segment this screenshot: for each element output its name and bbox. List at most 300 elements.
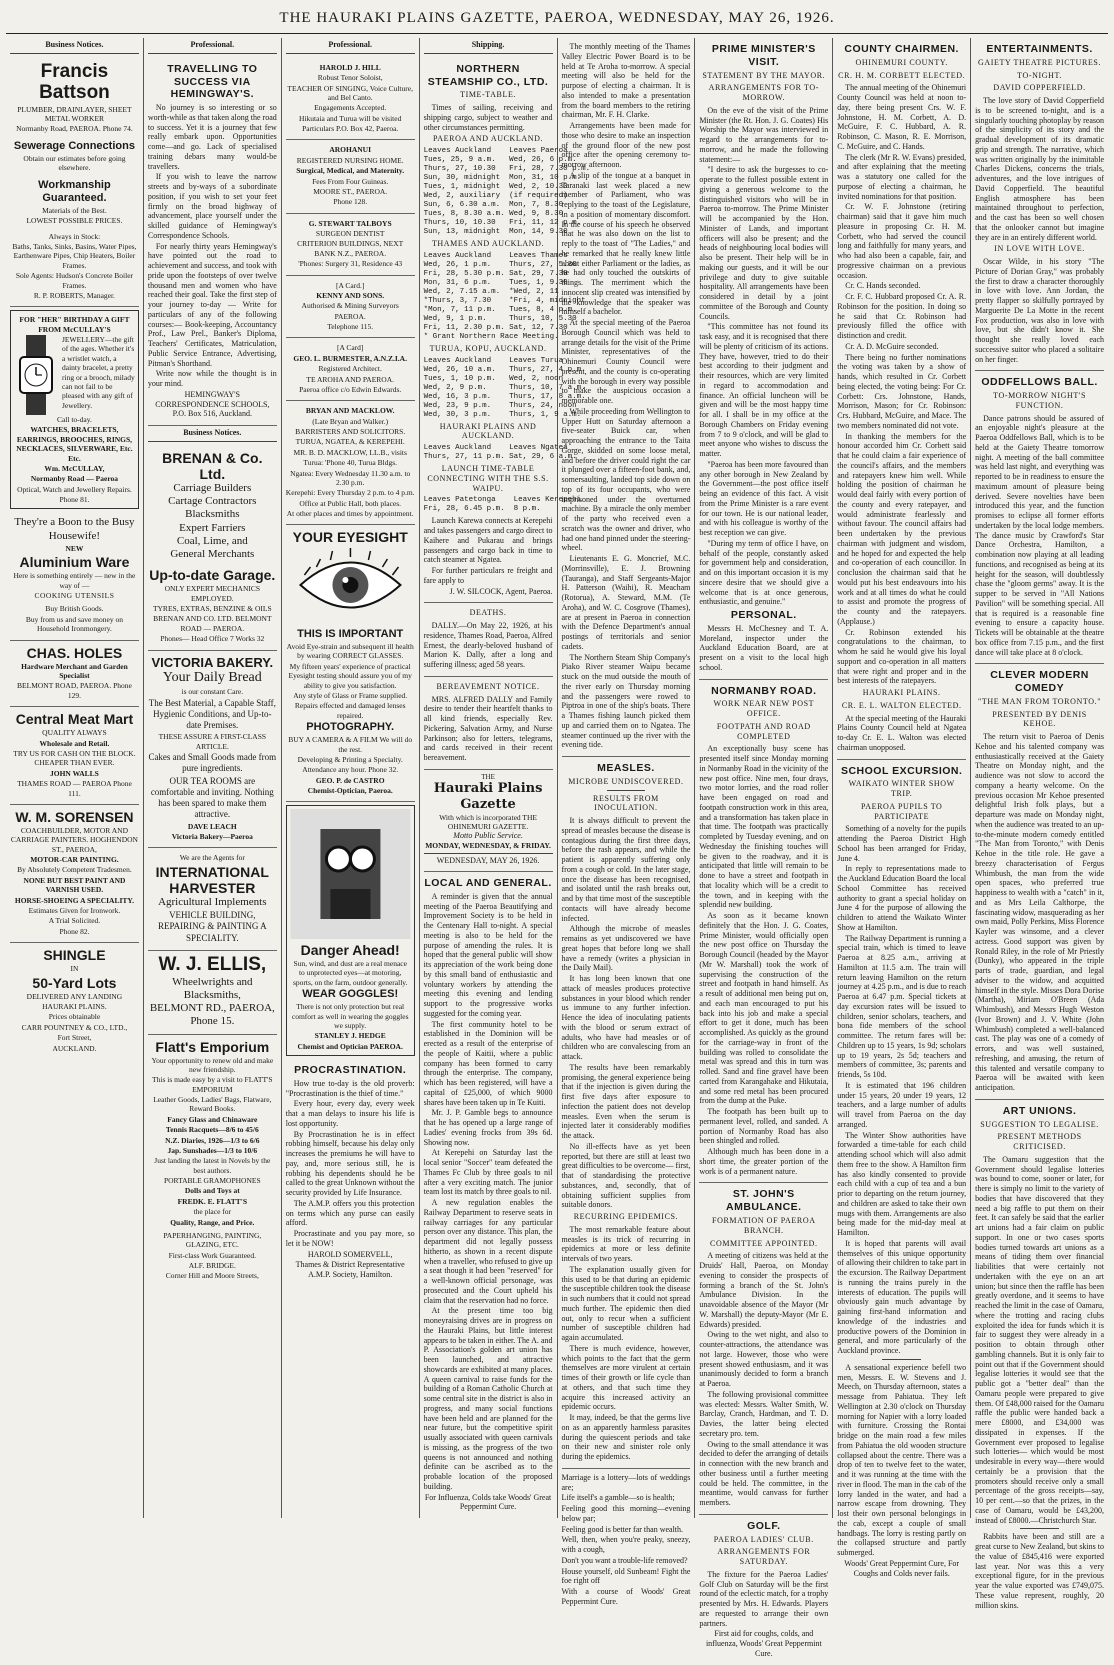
divider	[607, 790, 646, 791]
article-paragraph: The Winter Show authorities have forwarded a time-table for each child attending school which will also admit them free to the show. A Hamilton firm has also kindly consented to provide each child with a cup of tea and a bun prior to departing on the return journey, and children are asked to take their own mugs with them. Arrangements are also being made for the mid-day meal at Hamilton.	[837, 1130, 967, 1238]
gazette-the: THE	[481, 772, 495, 781]
ad-text: By Procrastination he is in effect robbing himself, because his delay only increases the premiums he will have to pay, and, more serious still, he is robbing his dependents should he be called to the great Unknown without the security provided by Life Insurance.	[285, 1129, 415, 1198]
article-paragraph: As soon as it became known definitely that the Hon. J. G. Coates, Prime Minister, would officially open the new post office on Thursday the Borough Council (headed by the Mayor (Mr W. Marshall) took the work of supervising the construction of the street and footpath in hand himself. As a result of additional men being put on, and each man encouraged to put his back into his job and make a special effort to get it done, much has been accomplished. As quickly as the ground for the carriage-way in front of the building was rolled to consolidate the metal was spread and this in turn was rolled. Sand and fine gravel have been carted from Karangahake and Hikutaia, and some red metal has been procured from the dump at the Puke.	[699, 911, 829, 1106]
ad-text: Office at Public Hall, both places.	[299, 498, 402, 508]
ad-text: [A Card]	[336, 343, 364, 353]
column-6	[695, 38, 833, 1658]
ad-text: Jap. Sunshades—1/3 to 10/6	[167, 1145, 258, 1155]
ad-subtitle: BELMONT RD., PAEROA,	[149, 1002, 275, 1015]
ad-text: Quality, Range, and Price.	[170, 1217, 255, 1227]
ad-text: Fees From Four Guineas.	[312, 176, 389, 186]
section-text: MRS. ALFRED DALLY and Family desire to tender their heartfelt thanks to all kind friends, especially Rev. Pickering, Salvation Army, and Nurse Parkinson; also for letters, telegrams, and cards received in their recent bereavement.	[423, 694, 553, 763]
ad-text: 'Phones: Surgery 31, Residence 43	[298, 259, 403, 269]
article-subtitle: OHINEMURI COUNTY.	[855, 57, 948, 67]
timetable: Leaves Auckland Leaves Thames Wed, 26, 1 p.m. Thurs, 27, 5.30 Fri, 28, 5.30 p.m. Sat, 29, 7.30 Mon, 31, 6 p.m. Tues, 1, 9.30 Wed, 2, 7.15 a.m. *Wed, 2, 11 *Thurs, 3, 7.30 *Fri, 4, midnight *Mon, 7, 11 p.m. Tues, 8, 4 p.m. Wed, 9, 1 p.m. Thurs, 10, 5.30 Fri, 11, 2.30 p.m. Sat, 12, 7.30 * Grant Northern Race Meeting.	[423, 251, 586, 341]
ad-text: AUCKLAND.	[52, 1043, 97, 1053]
ad-text: is our constant Care.	[181, 687, 244, 697]
ad-line: Cartage Contractors	[168, 495, 257, 508]
article-st-johns	[699, 1183, 828, 1514]
article-title: ODDFELLOWS BALL.	[981, 376, 1098, 389]
article-subtitle: FORMATION OF PAEROA BRANCH.	[712, 1216, 816, 1235]
article-subtitle: DAVID COPPERFIELD.	[993, 83, 1086, 93]
article-subtitle: PRESENT METHODS CRITICISED.	[997, 1132, 1082, 1152]
ad-text: PLUMBER, DRAINLAYER, SHEET METAL WORKER	[17, 104, 132, 123]
ad-text: the place for	[193, 1207, 232, 1217]
ad-title: GEO. L. BURMESTER, A.N.Z.I.A.	[293, 353, 407, 363]
ad-title: SHINGLE	[43, 947, 106, 964]
section-text: Times of sailing, receiving and shipping cargo, subject to weather and other circumstances permitting.	[423, 103, 553, 132]
section-subtitle: TIME-TABLE.	[460, 90, 517, 100]
ad-line: Coal, Lime, and	[176, 534, 248, 547]
ad-subtitle: Sewerage Connections	[13, 139, 135, 152]
ad-text: Here is something entirely — new in the way of —	[13, 571, 136, 590]
article-paragraph: The Oamaru suggestion that the Government should legalise lotteries was bound to come, sooner or later, for there is simply no limit to the variety of bodies that have discovered that they need a big raffle to put them on their feet. It can safely be said that the earlier art unions had a fair claim on public support. In one or two cases sports bodies turned towards art unions as a means of tiding them over financial liabilities that were certainly not undertaken with the eye on an art union; but since then the raffle has been greatly overdone, and it seems to have reached the limit in the case of Oamaru, where the trotting and racing clubs exploited the idea for funds which it is fair to suggest they were already in a position to obtain through other gambling channels. But it is only fair to point out that if the Government should legalise lotteries it would see that the public got a "better deal" than the Oamaru people were prepared to give them. Of £48,000 raised for the Oamaru raffle the public were handed back a mere £8000, and £34,000 was dissipated in expenses. If the Government ever proposed to legalise such lotteries— which would be most undesirable in every way—there would certainly be a provision that the promoters should receive only a small percentage of the gross receipts—say, 10 per cent.—so that the prizes, in the case of Oamaru, would be £43,200, instead of £8000.—Christchurch Star.	[975, 1154, 1104, 1525]
article-title: MEASLES.	[597, 762, 655, 774]
article-county-chairmen	[837, 38, 966, 760]
timetable: Leaves Auckland Leaves Paeroa Tues, 25, 9 a.m. Wed, 26, 6 p.m. Thurs, 27, 10.30 Fri, 28, 7.30 p.m. Sun, 30, midnight Mon, 31, 10 p.m. Tues, 1, midnight Wed, 2, 10.30 Wed, 2, auxiliary (if required) Sun, 6, 6.30 a.m. Mon, 7, 8.30 Tues, 8, 8.30 a.m. Wed, 9, 8.30 Thurs, 10, 10.30 Fri, 11, 12 p.m. Sun, 13, midnight Mon, 14, 9.30	[423, 147, 591, 237]
article-local-continued	[562, 38, 691, 757]
ad-text: ONLY EXPERT MECHANICS EMPLOYED.	[164, 584, 261, 603]
ad-title: PROCRASTINATION.	[294, 1064, 407, 1077]
column-5	[558, 38, 696, 1606]
ad-text: Surgical, Medical, and Maternity.	[296, 166, 405, 176]
article-art-unions	[975, 1100, 1104, 1617]
route-title: TURUA, KOPU, AUCKLAND.	[429, 343, 547, 353]
ad-text: PAPERHANGING, PAINTING, GLAZING, ETC.	[163, 1230, 262, 1250]
ad-text: N.Z. Diaries, 1926—1/3 to 6/6	[165, 1135, 260, 1145]
article-paragraph: For Influenza, Colds take Woods' Great Peppermint Cure.	[424, 1492, 552, 1512]
ad-text: For nearly thirty years Hemingway's have pointed out the road to achievement and success, and took with pride upon the footsteps of over twelve thousand men and women who have reached their goal. Take the first step of your journey to-day — Write for particulars of any of the following courses:— Book-keeping, Accountancy Prof., Law Prel., Banker's Diploma, Teachers' Certificates, Matriculation, Public Service Entrance, Advertising, Pitman's Shorthand.	[147, 241, 277, 368]
ad-text: GEO. P. de CASTRO	[315, 775, 385, 785]
ad-text: The Best Material, a Capable Staff, Hygienic Conditions, and Up-to-date Premises.	[148, 697, 276, 731]
column-4	[420, 38, 591, 1518]
article-title: ART UNIONS.	[1002, 1104, 1077, 1117]
article-golf	[699, 1515, 828, 1665]
ad-hill	[286, 58, 415, 141]
ad-text: Estimates Given for Ironwork.	[28, 905, 121, 915]
article-paragraph: Cr. Robinson extended his congratulations to the chairman, to whom he said he would give his loyal support and co-operation in all matters that were right and proper and in the best interests of the ratepayers.	[837, 627, 967, 686]
ad-text: Normanby Road — Paeroa	[30, 474, 119, 484]
article-title: NORMANBY ROAD.	[711, 684, 817, 697]
ad-text: The A.M.P. offers you this protection on terms which any purse can easily afford.	[285, 1198, 415, 1228]
ad-text: HEMINGWAY'S CORRESPONDENCE SCHOOLS, P.O. Box 516, Auckland.	[155, 389, 270, 419]
article-paragraph: The following provisional committee was elected: Messrs. Walter Smith, W. Barclay, Cranch, Hardman, and T. D. Davies, the latter being elected secretary pro. tem.	[699, 1389, 829, 1438]
ad-text: PAEROA.	[334, 311, 366, 321]
ad-text: Wholesale and Retail.	[39, 738, 110, 748]
ad-meat-mart	[10, 707, 139, 805]
ad-text: TURUA, NGATEA, & KEREPEHI.	[295, 437, 405, 447]
column-head: Professional.	[148, 38, 277, 54]
article-paragraph: Although the microbe of measles remains as yet undiscovered we have great hopes that before long we shall have a remedy (writes a physician in the Daily Mail).	[561, 924, 691, 973]
ad-text: TRY US FOR CASH ON THE BLOCK. CHEAPER THAN EVER.	[13, 749, 136, 768]
ad-text: NONE BUT BEST PAINT AND VARNISH USED.	[23, 875, 126, 895]
article-subtitle: PAEROA LADIES' CLUB.	[713, 1534, 814, 1544]
poem-line: House yourself, old Sunbeam! Fight the foe right off	[561, 1566, 691, 1586]
ad-title: W. J. ELLIS,	[158, 953, 267, 975]
article-paragraph: Messrs H. McChesney and T. A. Moreland, inspector under the Auckland Education Board, are at present on a visit to the local high school.	[699, 623, 829, 672]
article-subtitle: PRESENTED BY DENIS KEHOE.	[992, 709, 1087, 729]
article-paragraph: The most remarkable feature about measles is its trick of recurring in epidemics at more or less definite intervals of two years.	[561, 1224, 691, 1264]
ad-text: MOTOR-CAR PAINTING.	[30, 855, 119, 865]
ad-text: DAVE LEACH	[187, 821, 237, 831]
ad-text: There is not only protection but real comfort as well in wearing the goggles we supply.	[291, 1002, 409, 1030]
column-2	[144, 38, 282, 1518]
ad-text: Kerepehi: Every Thursday 2 p.m. to 4 p.m.	[285, 488, 415, 498]
columns	[6, 38, 1108, 1658]
ad-text: A Trial Solicited.	[48, 916, 101, 926]
ad-text: Obtain our estimates before going elsewhere.	[23, 153, 126, 173]
ad-text: [A Card.]	[336, 280, 365, 290]
ad-talboys	[286, 214, 415, 276]
ad-text: HAROLD SOMERVELL,	[307, 1249, 393, 1259]
route-title: HAURAKI PLAINS AND AUCKLAND.	[439, 421, 537, 441]
ad-text: NEW	[65, 543, 84, 553]
timetable: Leaves Auckland Leaves Ngatea Thurs, 27, 11 p.m. Sat, 29, 6 a.m.	[423, 444, 577, 462]
ad-text: Chemist-Optician, Paeroa.	[307, 786, 393, 796]
ad-subtitle: THIS IS IMPORTANT	[297, 627, 404, 640]
ad-subtitle: WEAR GOGGLES!	[302, 988, 399, 1001]
ad-text: Tennis Racquets—8/6 to 45/6	[165, 1125, 259, 1135]
article-paragraph: It has long been known that one attack of measles produces protective substances in your blood which render us immune to any further infection. Hence the idea of inoculating patients with the blood or serum extract of adults, who have had measles or of children who are convalescing from an attack.	[561, 974, 691, 1062]
ad-text: Optical, Watch and Jewellery Repairs.	[17, 484, 132, 494]
article-paragraph: The love story of David Copperfield is to be screened to-night, and is a singularly touching photoplay by reason of the simplicity of its story and the gradual development of its dramatic grip and strength. The narrative, which was written originally by the inimitable Charles Dickens, concerns the trials, adventures, and the love intrigues of David Copperfield. The beautiful English atmosphere has been maintained throughout to perfection, and the cast has been so well chosen that the onlooker cannot but imagine they are in an entirely different world.	[975, 96, 1104, 242]
article-subtitle: CR. H. M. CORBETT ELECTED.	[838, 70, 966, 80]
article-comedy	[975, 664, 1104, 1100]
ad-title: INTERNATIONAL HARVESTER	[155, 863, 269, 896]
ad-aluminium	[10, 512, 139, 640]
article-paragraph: At the special meeting of the Paeroa Borough Council which was held to arrange details for the visit of the Prime Minister, representatives of the Ohinemuri County Council were present, and the county is co-operating with the borough in every way possible to make the auspicious occasion a memorable one.	[561, 318, 691, 405]
article-paragraph: At Kerepehi on Saturday last the local senior "Soccer" team defeated the Thames Fc Club by three goals to nil after a very exciting match. The junior team lost its match by three goals to nil.	[423, 1148, 553, 1197]
article-subtitle: RESULTS FROM INOCULATION.	[593, 793, 659, 813]
article-paragraph: The return visit to Paeroa of Denis Kehoe and his talented company was enthusiastically received at the Gaiety Theatre on Monday night, and the audience was not slow to accord the company a hearty welcome. On the previous occasion Mr Kehoe presented delightful Irish folk plays, but a departure was made on Monday night, when the audience was treated to an up-to-the-minute modern comedy entitled "The Man from Toronto," with Denis Kehoe in the title role. He gave a breezy characterisation of Fergus Whimbush, the man from the wide open spaces, who preferred true happiness to wealth with a "catch" in it, and as Mrs Leila Calthorpe, the fascinating widow, masquerading as her own maid, Polly Perkins, Miss Florence Kayler was winsome, and a clever actress. Good support was given by Ronald Riley, in the role of Mr Priestly (Dunky), who appeared in the triple parts of trade, guardian, and legal adviser to the widow, and acquitted himself in the style. Misses Dora Dorise (Martha), Miriam O'Breen (Ada Whimbush), and Messrs Hugh Weston (Ivor Brown) and J. V. White (John Whimbush) completed a well-balanced cast. The play was one of a comedy of errors, and was well sustained, refreshing, and amusing, the return of this talented and versatile company to Paeroa will be awaited with keen anticipation.	[975, 732, 1104, 1093]
ad-line: General Merchants	[170, 548, 255, 561]
deaths-notice	[424, 603, 553, 677]
section-text: DALLY.—On May 22, 1926, at his residence, Thames Road, Paeroa, Alfred Ernest, the dearly-beloved husband of Marion K. Dally, after a long and suffering illness; aged 58 years.	[423, 621, 553, 670]
ad-text: CARR POUNTNEY & CO., LTD.,	[21, 1022, 128, 1032]
ad-text: Phones— Head Office 7 Works 32	[160, 634, 265, 644]
section-text: For further particulars re freight and fare apply to	[423, 566, 553, 585]
ad-text: Telephone 115.	[327, 322, 374, 331]
ad-text: BUY A CAMERA & A FILM We will do the rest.	[288, 735, 413, 754]
ad-text: ALF. BRIDGE.	[188, 1261, 236, 1271]
ad-text: Avoid Eye-strain and subsequent ill health by wearing CORRECT GLASSES.	[286, 642, 414, 661]
ad-title: 50-Yard Lots	[32, 974, 117, 991]
article-paragraph: A sensational experience befell two men, Messrs. E. W. Stevens and J. Meech, on Thursday afternoon, states a message from Pahiatua. They left Wellington at 2.30 o'clock on Thursday morning for Napier with a lorry loaded with furniture. Crossing the Rontai bridge on the main road a few miles from Pahiatua the old wooden structure collapsed about the centre. There was a drop of ten to twelve feet to the water, and it was running at the time with the river in flood. The man in the cab of the lorry landed in the water, and had a narrow escape from drowning. They lost their own personal belongings in the cab, except a couple of small handbags. The lorry is resting partly on the collapsed structure and partly submerged.	[837, 1362, 967, 1558]
ad-title: HAROLD J. HILL	[319, 62, 381, 72]
article-paragraph: It is always difficult to prevent the spread of measles because the disease is contagious during the first three days, before the rash appears, and while the patient is apparently suffering only from a cough or cold. In the later stage, once the disease has been recognised, and isolated until the rash breaks out, and by that time most of the susceptible contacts will have already become infected.	[561, 816, 691, 923]
column-3	[282, 38, 420, 1518]
article-paragraph: Although much has been done in a short time, the greater portion of the work is of a permanent nature.	[699, 1147, 829, 1176]
article-subtitle: FOOTPATH AND ROAD COMPLETED	[716, 721, 811, 741]
ad-text: Repairs effected and damaged lenses repaired.	[294, 701, 406, 720]
ad-text: TYRES, EXTRAS, BENZINE & OILS	[152, 604, 272, 614]
ad-text: HAURAKI PLAINS.	[42, 1002, 107, 1012]
article-subtitle: ARRANGEMENTS FOR TO-MORROW.	[708, 83, 819, 103]
ad-text: Procrastinate and you pay more, so let it be NOW!	[285, 1229, 415, 1248]
ad-text: WATCHES, BRACELETS, EARRINGS, BROOCHES, RINGS, NECKLACES, SILVERWARE, Etc. Etc.	[16, 425, 133, 463]
article-subtitle: STATEMENT BY THE MAYOR.	[702, 70, 826, 80]
article-paragraph: The results have been remarkably promising, the general experience being that if the injection is given during the first five days after exposure to infection the patient does not develop measles. Even when the serum is injected later it considerably modifies the attack.	[561, 1062, 691, 1141]
article-oddfellows	[975, 371, 1104, 664]
ad-text: Chemist and Optician PAEROA.	[297, 1041, 403, 1051]
article-paragraph: Lieutenants E. G. Moncrief, M.C. (Morrinsville), E. J. Browning (Tauranga), and Staff Sergeants-Major H. Patterson (Waihi), R. Meacham (Rotorua), A. Steward, M.M. (Te Aroha), and W. C. Cosgrove (Thames), are at present in Paeroa in connection with the Defence Department's annual postings of territorials and senior cadets.	[561, 554, 691, 651]
ad-title: BRYAN AND MACKLOW.	[305, 406, 395, 416]
ad-text: HORSE-SHOEING A SPECIALITY.	[14, 895, 134, 905]
ad-text: Phone 81.	[59, 495, 90, 505]
article-paragraph: In reply to representations made to the Auckland Education Board the local School Committee has received authority to grant a special holiday on June 4 for the purpose of allowing the children to attend the Waikato Winter Show at Hamilton.	[837, 864, 967, 932]
ad-text: First-class Work Guaranteed.	[168, 1250, 256, 1260]
article-title: ST. JOHN'S AMBULANCE.	[726, 1188, 802, 1214]
article-paragraph: A reminder is given that the annual meeting of the Paeroa Beautifying and Improvement Society is to be held in the Centenary Hall to-night. A special meeting is also to be held for the purpose of amending the rules. It is hoped that the general public will show its appreciation of the work being done by this small band of enthusiastic and voluntary workers by attending the meeting this evening and lending support to the progressive works suggested for the coming year.	[423, 891, 553, 1018]
ad-title: YOUR EYESIGHT	[292, 529, 408, 546]
gazette-date: WEDNESDAY, MAY 26, 1926.	[424, 853, 553, 866]
ad-text: JOHN WALLS	[50, 768, 99, 778]
ad-text: Hardware Merchant and Garden Specialist	[21, 661, 128, 681]
column-head: Business Notices.	[148, 426, 277, 442]
ad-text: BELMONT ROAD, PAEROA. Phone 129.	[17, 681, 132, 700]
ad-text: Prices obtainable	[48, 1012, 101, 1022]
article-title: LOCAL AND GENERAL.	[424, 877, 552, 890]
divider	[882, 1359, 921, 1360]
ad-text: (Late Bryan and Walker.)	[312, 416, 389, 426]
article-paragraph: Mr. J. P. Gamble begs to announce that he has opened up a large range of Ladies' evening frocks from 39s 6d. Showing now.	[423, 1108, 553, 1147]
ad-text: OUR TEA ROOMS are comfortable and inviting. Nothing has been spared to make them attractive.	[150, 775, 274, 820]
ad-text: Fancy Glass and Chinaware	[167, 1114, 258, 1124]
ad-bryan-macklow	[286, 401, 415, 525]
ad-title: Aluminium Ware	[19, 554, 130, 571]
poem-line: Feeling good this morning—evening below par;	[561, 1504, 691, 1523]
ad-text: This is made easy by a visit to FLATT'S EMPORIUM	[152, 1075, 273, 1094]
divider	[1020, 1528, 1059, 1529]
ad-text: Ngatea: Every Wednesday 11.30 a.m. to 2.30 p.m.	[290, 468, 411, 487]
article-subtitle: PAEROA PUPILS TO PARTICIPATE	[860, 801, 943, 821]
article-paragraph: Woods' Great Peppermint Cure, For Coughs and Colds never fails.	[844, 1558, 960, 1578]
article-paragraph: On the eve of the visit of the Prime Minister (the Rt. Hon. J. G. Coates) His Worship the Mayor was interviewed in regard to the arrangements for to-morrow, and he made the following statement:—	[699, 105, 829, 164]
poem-line: Don't you want a trouble-life removed?	[561, 1555, 688, 1565]
article-paragraph: First aid for coughs, colds, and influenza, Woods' Great Peppermint Cure.	[705, 1629, 822, 1658]
article-subtitle: HAURAKI PLAINS.	[862, 688, 941, 698]
shipping-timetable	[423, 58, 591, 604]
article-paragraph: The first community hotel to be established in the Dominion will be erected as a result of the enterprise of the people of Kaitii, where a public company has been formed to carry through the enterprise. The company, which has been registered, will have a capital of £25,000, of which 9000 shares have been taken up in Te Kuiti.	[423, 1019, 553, 1107]
ad-victoria-bakery	[148, 651, 277, 849]
ad-title: KENNY AND SONS.	[316, 290, 385, 300]
ad-shingle	[10, 943, 139, 1059]
article-paragraph: The explanation usually given for this used to be that during an epidemic the susceptible children took the disease in such numbers that it could not spread much further. The epidemic then died out, only to recur when a sufficient number of susceptible children had again accumulated.	[561, 1264, 691, 1343]
article-paragraph: The fixture for the Paeroa Ladies' Golf Club on Saturday will be the first round of the eclectic match, for a trophy presented by Mrs. H. Edwards. Players are requested to arrange their own partners.	[699, 1569, 829, 1628]
bereavement-notice	[424, 677, 553, 770]
ad-text: Write now while the thought is in your mind.	[147, 369, 277, 389]
ad-text: Wm. McCULLAY,	[44, 463, 105, 473]
ad-flatt	[148, 1035, 277, 1287]
ad-kenny	[286, 276, 415, 339]
gazette-title: Hauraki Plains Gazette	[433, 781, 543, 813]
ad-procrastination	[286, 1059, 415, 1286]
ad-text: We are the Agents for	[179, 853, 245, 863]
ad-text: COACHBUILDER, MOTOR AND CARRIAGE PAINTERS. HOGHENDON ST., PAEROA,	[10, 825, 138, 854]
timetable: Leaves Patetonga Leaves Kerepehi Fri, 28, 6.45 p.m. 8 p.m.	[423, 496, 582, 514]
article-paragraph: Cr. W. F. Johnstone (retiring chairman) said that it gave him much pleasure in proposing Cr. H. M. Corbett, who had served the council long and faithfully for many years, and who had also been a capable, fair, and progressive chairman on a previous occasion.	[837, 202, 967, 280]
goggles-illustration	[290, 809, 411, 939]
article-paragraph: In thanking the members for the honour accorded him Cr. Corbett said that he could claim a fair experience of the council's affairs, and the members and ratepayers knew him well. While holding the position of chairman he would deal fairly with every portion of the county and every ratepayer, and would administrate fearlessly and without favour. The council affairs had been undertaken by the previous chairman with judgment and wisdom, and he hoped for and expected the help and co-operation of each councillor. In conclusion the chairman said that he would put his best endeavours into his work and at all times do what he could to assist and promote the progress of the county and the ratepayers. (Applause.)	[837, 431, 967, 626]
poem-line: Life itself's a gamble—so is health;	[561, 1493, 675, 1503]
ad-text: LOWEST POSSIBLE PRICES.	[26, 216, 123, 226]
article-subtitle: "THE MAN FROM TORONTO."	[978, 696, 1102, 706]
article-paragraph: At the present time too big moneyraising drives are in progress on the Hauraki Plains, but little interest appears to be taken in either. The A. and P. Association's golden art union has been launched, and attractive showcards are exhibited at many places. A queen carnival to raise funds for the building of a Roman Catholic Church at some central site in the district is also in progress, and many social functions have been held and are planned for the near future, but the competitive spirit usually associated with queen carnivals is missing, as the progress of the two queens is not announced and nothing definite can be ascribed as to the probable location of the proposed building.	[423, 1306, 553, 1491]
ad-text: TE AROHA AND PAEROA.	[306, 374, 395, 384]
article-paragraph: A slip of the tongue at a banquet in Taranaki last week placed a new member of Parliament, who was replying to the toast of the Legislature, in a position of momentary discomfort. In the course of his speech he observed that he was also down on the list to reply to the toast of "The Ladies," and he remarked that he really knew little about either Parliament or the ladies, as he had only touched the outskirts of things. The merriment which the innocent slip created was intensified by the knowledge that the speaker was himself a bachelor.	[561, 170, 691, 317]
column-7	[833, 38, 971, 1578]
ad-title: FOR "HER" BIRTHDAY A GIFT FROM McCULLAY'S	[19, 315, 130, 334]
article-paragraph: The clerk (Mr R. W. Evans) presided, and after explaining that the meeting was a statutory one called for the purpose of electing a chairman, he invited nominations for that position.	[837, 152, 967, 201]
article-paragraph: Owing to the wet night, and also to counter-attractions, the attendance was not large. However, those who were present showed enthusiasm, and it was unanimously decided to form a branch at Paeroa.	[699, 1330, 829, 1389]
ad-text: SURGEON DENTIST	[315, 229, 385, 238]
poem-line: Marriage is a lottery—lots of weddings are;	[561, 1472, 691, 1492]
ad-text: BRENAN AND CO. LTD. BELMONT ROAD — PAEROA.	[153, 614, 272, 633]
article-paragraph: Dance patrons should be assured of an enjoyable night's pleasure at the Paeroa Oddfellows Ball, which is to be held at the Gaiety Theatre tomorrow night. A meeting of the ball committee was held last night, and everything was reported to be in readiness to ensure the maximum amount of pleasure being derived. Severe novelties have been introduced this year, and the function promises to eclipse all former efforts undertaken by the local lodge members. The dance music by Crawford's Star Dance Orchestra, Hamilton, a combination now playing at all leading functions, and recognised as being at its height for the season, will doubtlessly chase the "gloom germs" away. It is the supper to be served in "All Nations Pavilion" will be something special. All that is required is a reasonable fine evening to ensure a capacity house. Tickets will be obtainable at the theatre box office from 7.15 p.m., and the first dance will take place at 8 o'clock.	[975, 413, 1104, 657]
article-title: CLEVER MODERN COMEDY	[990, 669, 1089, 695]
gazette-days: MONDAY, WEDNESDAY, & FRIDAY.	[425, 841, 551, 851]
article-paragraph: There being no further nominations the voting was taken by a show of hands, which resulted in Cr. Corbett being elected, the voting being: For Cr. Corbett: Crs. Johnstone, Hands, Morrison, Mason; for Cr. Robinson: Crs. Hubbard, McGuire, and Mace. The two members nominated did not vote.	[837, 352, 967, 430]
ad-text: BARRISTERS AND SOLICITORS.	[295, 427, 406, 436]
article-paragraph: A meeting of citizens was held at the Druids' Hall, Paeroa, on Monday evening to consider the prospects of forming a branch of the St. John's Ambulance Division. In the unavoidable absence of the Mayor (Mr W. Marshall) the deputy-Mayor (Mr E. Edwards) presided.	[699, 1251, 829, 1329]
gazette-sub: With which is incorporated THE OHINEMURI GAZETTE.	[439, 813, 537, 832]
ad-text: Always in Stock:	[48, 231, 101, 241]
article-subtitle: TO-MORROW NIGHT'S FUNCTION.	[993, 391, 1087, 410]
article-paragraph: The footpath has been built up to permanent level, rolled, and sanded. A portion of Normanby Road has also been shingled and rolled.	[699, 1107, 829, 1146]
article-paragraph: Cr. C. Hands seconded.	[845, 281, 921, 291]
article-paragraph: At the special meeting of the Hauraki Plains County Council held at Ngatea to-day Cr. E. L. Walton was elected chairman unopposed.	[837, 713, 967, 752]
article-title: SCHOOL EXCURSION.	[840, 764, 963, 777]
ad-text: Fort Street,	[57, 1033, 92, 1043]
column-head: Professional.	[286, 38, 415, 54]
ad-title: Francis Battson	[39, 60, 110, 103]
ad-text: How true to-day is the old proverb: "Procrastination is the thief of time."	[285, 1078, 415, 1098]
article-subtitle: WAIKATO WINTER SHOW TRIP.	[848, 779, 955, 799]
article-entertainments	[975, 38, 1104, 371]
route-title: THAMES AND AUCKLAND.	[431, 239, 545, 249]
article-title: COUNTY CHAIRMEN.	[844, 43, 959, 55]
gazette-flag	[424, 770, 553, 872]
ad-text: Hikutaia and Turua will be visited	[299, 113, 402, 123]
article-title: ENTERTAINMENTS.	[986, 43, 1093, 55]
ad-text: Attendance any hour. Phone 32.	[302, 765, 399, 775]
ad-arohanui	[286, 140, 415, 213]
ad-text: Materials of the Best.	[42, 205, 107, 215]
ad-text: Leather Goods, Ladies' Bags, Flatware, Reward Books.	[153, 1095, 272, 1114]
ad-text: Paeroa office c/o Edwin Edwards.	[299, 384, 402, 394]
ad-title: AROHANUI	[329, 145, 372, 155]
ad-text: DELIVERED ANY LANDING	[26, 991, 123, 1001]
article-paragraph: Owing to the small attendance it was decided to defer the arranging of details in connection with the new branch and other business until a further meeting could be held. The committee, in the meantime, would canvass for further members.	[699, 1439, 829, 1508]
ad-text: STANLEY J. HEDGE	[314, 1031, 386, 1041]
ad-sorensen	[10, 805, 139, 943]
article-paragraph: "During my term of office I have, on behalf of the people, constantly asked for government help and consideration, and on this important occasion it is my sincere desire that we should give a welcome that is at once generous, enthusiastic, and genuine."	[699, 538, 829, 607]
article-paragraph: It is estimated that 196 children under 15 years, 20 under 19 years, 12 teachers, and a large number of adults will travel from Paeroa on the day arranged.	[837, 1080, 967, 1129]
article-local-general	[424, 872, 553, 1518]
article-subtitle: RECURRING EPIDEMICS.	[573, 1212, 679, 1222]
ad-title: Central Meat Mart	[15, 711, 134, 728]
article-subtitle: GAIETY THEATRE PICTURES.	[978, 57, 1102, 67]
ad-text: VEHICLE BUILDING, REPAIRING & PAINTING A SPECIALITY.	[158, 910, 267, 943]
article-normanby-road	[699, 680, 828, 1184]
article-paragraph: "This committee has not found its task easy, and it is recognised that there will be plenty of criticism of its actions. They have, however, tried to do their best according to their judgment and their resources, which are very limited in regard to accommodation and finance. An official luncheon will be given and will be the most happy time for all. I shall be in my office at the Borough Chambers on Friday evening from 7 to 9 o'clock, and will be glad to meet anyone who wishes to discuss the matter.	[699, 322, 829, 459]
article-paragraph: "I desire to ask the burgesses to co-operate to the fullest possible extent in giving a generous welcome to the distinguished visitors who will be in Paeroa to-morrow. The Prime Minister will be accompanied by the Hon. Minister of Lands, and important officers will also be present; and the heads of neighbouring local bodies will also be present. Their help will be in making our guests, and it will be our privilege and duty to give suitable hospitality. All arrangements have been considered in detail by a joint committee of the Borough and County Councils.	[699, 165, 829, 321]
ad-title: W. M. SORENSEN	[15, 808, 134, 825]
column-head: Shipping.	[424, 38, 553, 54]
article-subtitle: COMMITTEE APPOINTED.	[710, 1238, 818, 1248]
article-paragraph: Cr. F. C. Hubbard proposed Cr. A. R. Robinson for the position. In doing so he said that Cr. Robinson had previously filled the office with distinction and credit.	[837, 292, 967, 341]
ad-battson	[10, 58, 139, 308]
poem-peppermint	[562, 1469, 691, 1613]
ad-title: TRAVELLING TO SUCCESS VIA HEMINGWAY'S.	[167, 62, 258, 101]
poem-line: Feeling good is better far than wealth.	[561, 1524, 684, 1534]
ad-subtitle: Agricultural Implements	[158, 895, 267, 908]
article-prime-minister	[699, 38, 828, 680]
ad-text: THESE ASSURE A FIRST-CLASS ARTICLE.	[158, 732, 267, 751]
article-paragraph: An exceptionally busy scene has presented itself since Monday morning in Normanby Road in the vicinity of the new post office. Nine men, four drays, two motor lorries, and the road roller have been engaged on road and footpath construction work in this area, and a transformation has taken place in that time. The footpath was practically completed by Tuesday evening, and on Wednesday the finishing touches will be given to the roadway, and it is anticipated that little will remain to be done to have a street and footpath in that locality which will be a credit to the town, and in keeping with the splendid new building.	[699, 744, 829, 910]
ad-text: THAMES ROAD — PAEROA Phone 111.	[17, 779, 132, 798]
article-subtitle: WORK NEAR NEW POST OFFICE.	[713, 699, 815, 719]
ad-text: Developing & Printing a Specialty.	[297, 754, 403, 764]
ad-text: MR. B. D. MACKLOW, LL.B., visits	[293, 447, 407, 457]
article-measles	[562, 757, 691, 1469]
section-title: DEATHS.	[469, 608, 507, 618]
article-paragraph: A new regulation enables the Railway Department to reserve seats in railway carriages for any particular person over any distance. This plan, the department did not legally possess hitherto, as shown in a recent dispute when a traveller, who refused to give up a seat though it had been "reserved" for a well-known official personage, was prosecuted and the Court upheld his claim that the reservation had no force.	[423, 1198, 553, 1305]
masthead: THE HAURAKI PLAINS GAZETTE, PAEROA, WEDNESDAY, MAY 26, 1926.	[6, 6, 1108, 34]
ad-text: No journey is so interesting or so worth-while as that taken along the road to success. Yet it is a journey that few really embark upon. Opportunities come—and go. Lack of specialised training debars many would-be travellers.	[147, 103, 277, 171]
ad-text: PORTABLE GRAMOPHONES	[163, 1176, 261, 1186]
column-8	[971, 38, 1108, 1610]
ad-text: FREDK. E. FLATT'S	[177, 1196, 248, 1206]
article-subtitle: CR. E. L. WALTON ELECTED.	[841, 700, 962, 710]
ad-line: Blacksmiths	[185, 508, 240, 521]
ad-text: Phone 82.	[59, 926, 90, 936]
ad-text: Just landing the latest in Novels by the best authors.	[154, 1156, 271, 1175]
ad-text: REGISTERED NURSING HOME.	[296, 155, 404, 165]
article-title: PRIME MINISTER'S VISIT.	[711, 43, 816, 68]
ad-text: Normanby Road, PAEROA. Phone 74.	[16, 124, 133, 134]
article-subtitle: IN LOVE WITH LOVE.	[994, 244, 1085, 254]
column-1	[6, 38, 144, 1518]
ad-title: VICTORIA BAKERY.	[151, 654, 274, 670]
ad-subtitle: Workmanship Guaranteed.	[38, 178, 111, 204]
ad-text: TEACHER OF SINGING, Voice Culture, and Bel Canto.	[287, 83, 413, 102]
ad-text: Cakes and Small Goods made from pure ingredients.	[148, 752, 277, 774]
article-paragraph: No ill-effects have as yet been reported, but there are still at least two great difficulties to be overcome— first, that of standardising the protective substances, and, secondly, that of obtaining sufficient supplies from suitable donors.	[561, 1141, 691, 1210]
ad-title: G. STEWART TALBOYS	[308, 218, 392, 228]
ad-eyesight	[286, 525, 415, 802]
section-title: NORTHERN STEAMSHIP CO., LTD.	[427, 62, 549, 88]
article-paragraph: The monthly meeting of the Thames Valley Electric Power Board is to be held at Te Aroha to-morrow. A special meeting will also be held for the purpose of electing a chairman. It is also intended to make a presentation from the board members to the retiring chairman, Mr. F. H. Clarke.	[561, 42, 691, 120]
ad-text: Particulars P.O. Box 42, Paeroa.	[302, 124, 399, 133]
article-paragraph: Oscar Wilde, in his story "The Picture of Dorian Gray," was probably the first to draw a character thoroughly in love with love. Ann Jordan, the pretty flapper so skilfully portrayed by Marguerite De La Motte in the recent Fox production, was also in love with love, but she didn't know it. She thought she really loved each successive suitor who placed a solitaire on her finger.	[975, 257, 1104, 364]
ad-text: Any style of Glass or Frame supplied.	[293, 690, 408, 700]
section-text: Launch Karewa connects at Kerepehi and takes passengers and cargo direct to Kaihere and Pukarau and brings passengers and cargo back in time to catch steamer at Ngatea.	[423, 516, 553, 565]
eye-illustration	[286, 545, 415, 625]
ad-text: CRITERION BUILDINGS, NEXT BANK N.Z., PAEROA.	[297, 239, 404, 258]
section-title: BEREAVEMENT NOTICE.	[436, 681, 540, 691]
ad-ellis	[148, 951, 277, 1035]
article-paragraph: "Paeroa has been more favoured than any other borough in New Zealand by the Government—the post office itself being an evidence of this fact. A visit from the Prime Minister is a rare event for our town. He is our national leader, and with his colleague is worthy of the best reception we can give.	[699, 459, 829, 538]
article-title: GOLF.	[747, 1519, 781, 1532]
ad-text: Engagements Accepted.	[314, 103, 387, 113]
ad-text: Registered Architect.	[318, 364, 382, 374]
ad-subtitle: Wheelwrights and Blacksmiths,	[172, 975, 253, 1001]
wristwatch-icon	[14, 335, 58, 415]
ad-text: R. P. ROBERTS, Manager.	[33, 290, 115, 300]
ad-line: Carriage Builders	[173, 482, 252, 495]
ad-text: Authorised & Mining Surveyors	[301, 301, 399, 311]
